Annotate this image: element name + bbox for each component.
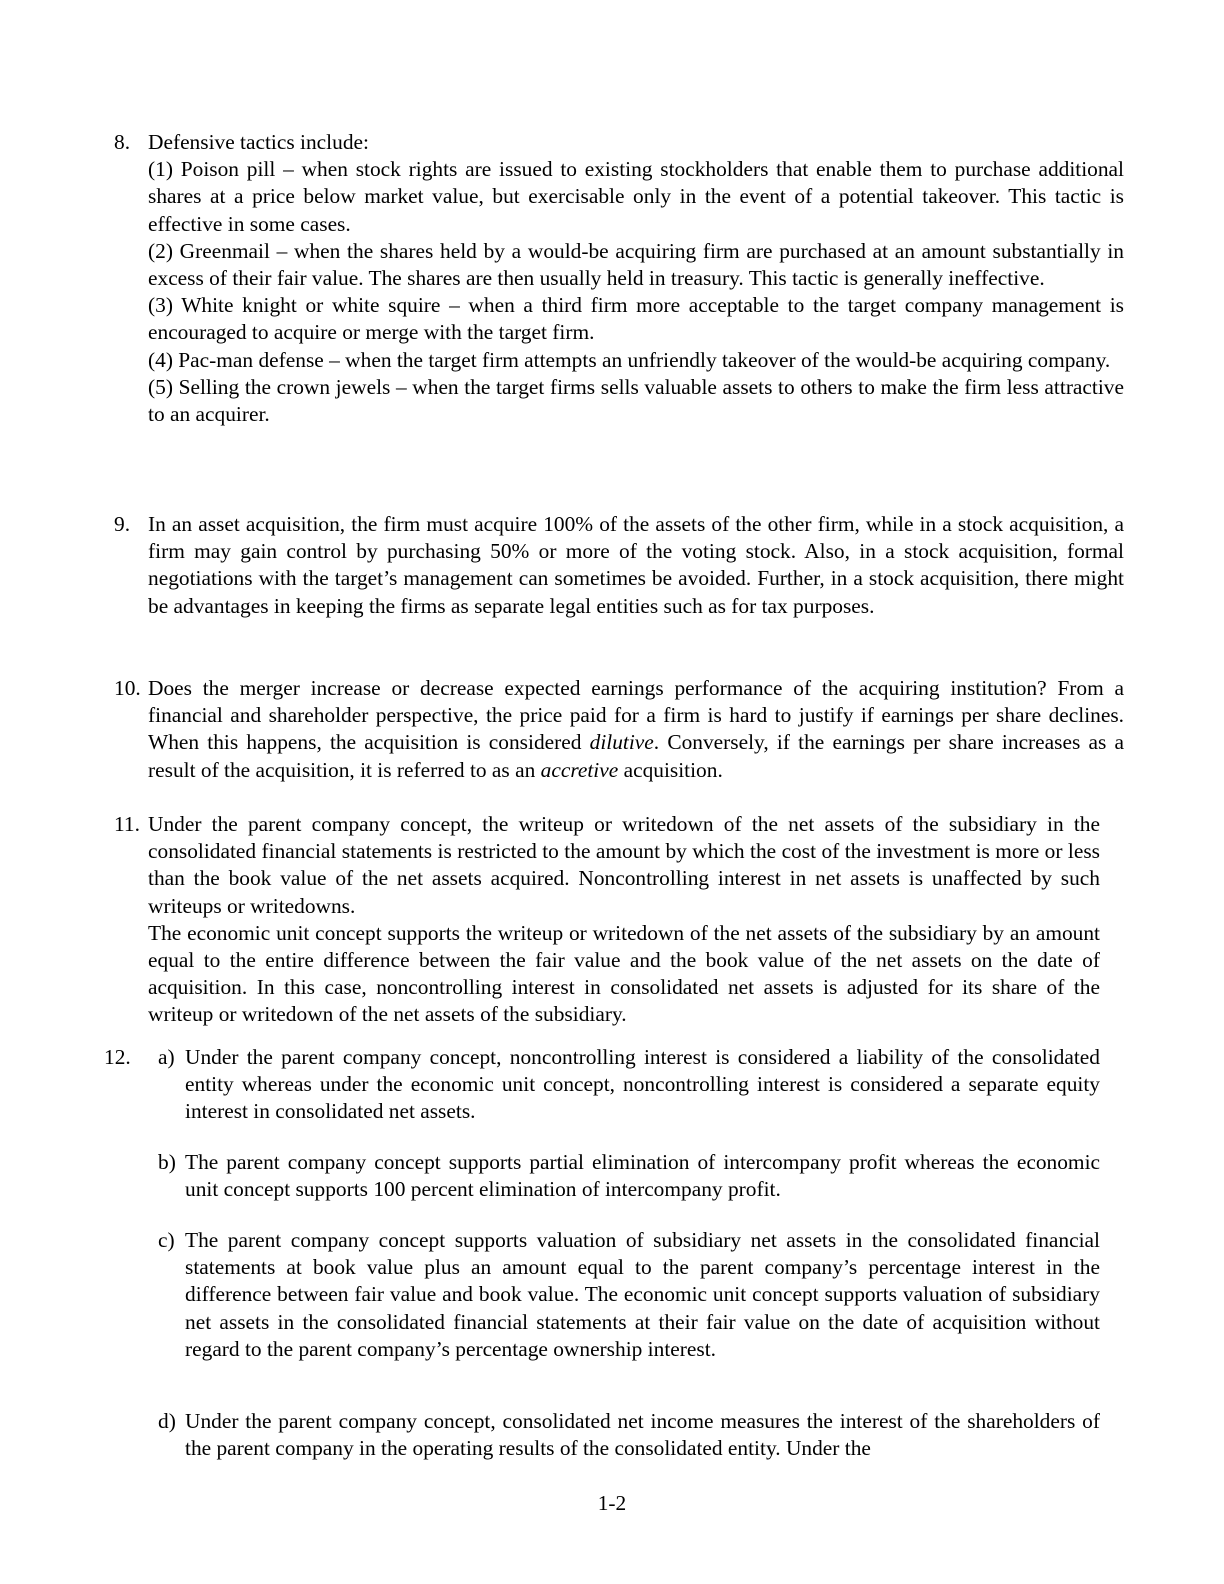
tactic-crown-jewels: (5) Selling the crown jewels – when the target firms sells valuable assets to others to make the firm less attractive to an acquirer.	[148, 374, 1124, 427]
question-body	[148, 811, 1100, 1029]
part-text: The parent company concept supports valuation of subsidiary net assets in the consolidated financial statements at book value plus an amount equal to the parent company’s percentage interest in the difference between fair value and book value. The economic unit concept supports valuation of subsidiary net assets in the consolidated financial statements at their fair value on the date of acquisition without regard to the parent company’s percentage ownership interest.	[185, 1228, 1100, 1361]
page-number: 1-2	[597, 1491, 627, 1515]
part-text: Under the parent company concept, noncontrolling interest is considered a liability of the consolidated entity whereas under the economic unit concept, noncontrolling interest is considered a separate equity interest in consolidated net assets.	[185, 1045, 1100, 1124]
part-text: Under the parent company concept, consolidated net income measures the interest of the shareholders of the parent company in the operating results of the consolidated entity. Under the	[185, 1409, 1100, 1461]
question-number: 10.	[114, 676, 141, 700]
question-body	[148, 675, 1124, 784]
question-12-part-a	[158, 1044, 1100, 1126]
question-12-part-b	[158, 1149, 1100, 1203]
answer-text-part-2: . Conversely, if the earnings per share increases as a result of the acquisition, it is referred to as an	[148, 730, 1124, 782]
economic-unit-concept-paragraph: The economic unit concept supports the writeup or writedown of the net assets of the subsidiary by an amount equal to the entire difference between the fair value and the book value of the net assets on the date of acquisition. In this case, noncontrolling interest in consolidated net assets is adjusted for its share of the writeup or writedown of the net assets of the subsidiary.	[148, 920, 1100, 1027]
part-letter: a)	[158, 1045, 175, 1069]
answer-text: In an asset acquisition, the firm must acquire 100% of the assets of the other firm, while in a stock acquisition, a firm may gain control by purchasing 50% or more of the voting stock. Also, in a stock acquisition, formal negotiations with the target’s management can sometimes be avoided. Further, in a stock acquisition, there might be advantages in keeping the firms as separate legal entities such as for tax purposes.	[148, 512, 1124, 618]
question-9	[114, 511, 1124, 620]
question-12-part-c	[158, 1227, 1100, 1363]
part-letter: c)	[158, 1228, 175, 1252]
question-number: 11.	[114, 812, 140, 836]
term-accretive: accretive	[540, 757, 619, 782]
question-8	[114, 129, 1124, 428]
part-letter: d)	[158, 1409, 176, 1433]
parent-company-concept-paragraph: Under the parent company concept, the writeup or writedown of the net assets of the subsidiary in the consolidated financial statements is restricted to the amount by which the cost of the investment is more or less than the book value of the net assets acquired. Noncontrolling interest in net assets is unaffected by such writeups or writedowns.	[148, 812, 1100, 918]
question-11	[114, 811, 1124, 1029]
answer-text-part-3: acquisition.	[618, 757, 723, 782]
tactic-poison-pill: (1) Poison pill – when stock rights are issued to existing stockholders that enable them to purchase additional shares at a price below market value, but exercisable only in the event of a potential takeover. This tactic is effective in some cases.	[148, 157, 1124, 236]
tactic-pac-man: (4) Pac-man defense – when the target firm attempts an unfriendly takeover of the would-be acquiring company.	[148, 347, 1111, 372]
answer-text-part-1: Does the merger increase or decrease expected earnings performance of the acquiring institution? From a financial and shareholder perspective, the price paid for a firm is hard to justify if earnings per share declines. When this happens, the acquisition is considered	[148, 676, 1124, 755]
part-text: The parent company concept supports partial elimination of intercompany profit whereas the economic unit concept supports 100 percent elimination of intercompany profit.	[185, 1150, 1100, 1202]
question-number: 9.	[114, 512, 131, 536]
question-12-part-d	[158, 1408, 1100, 1462]
term-dilutive: dilutive	[589, 730, 654, 755]
answer-text	[148, 675, 1124, 784]
question-intro: Defensive tactics include:	[148, 130, 369, 154]
question-body	[148, 511, 1124, 620]
question-body	[148, 129, 1124, 428]
tactic-greenmail: (2) Greenmail – when the shares held by a would-be acquiring firm are purchased at an amount substantially in excess of their fair value. The shares are then usually held in treasury. This tactic is generally ineffective.	[148, 238, 1124, 291]
part-letter: b)	[158, 1150, 176, 1174]
question-number: 8.	[114, 130, 131, 154]
tactic-white-knight: (3) White knight or white squire – when a third firm more acceptable to the target company management is encouraged to acquire or merge with the target firm.	[148, 293, 1124, 345]
question-10	[114, 675, 1124, 784]
question-number-12: 12.	[104, 1045, 131, 1069]
